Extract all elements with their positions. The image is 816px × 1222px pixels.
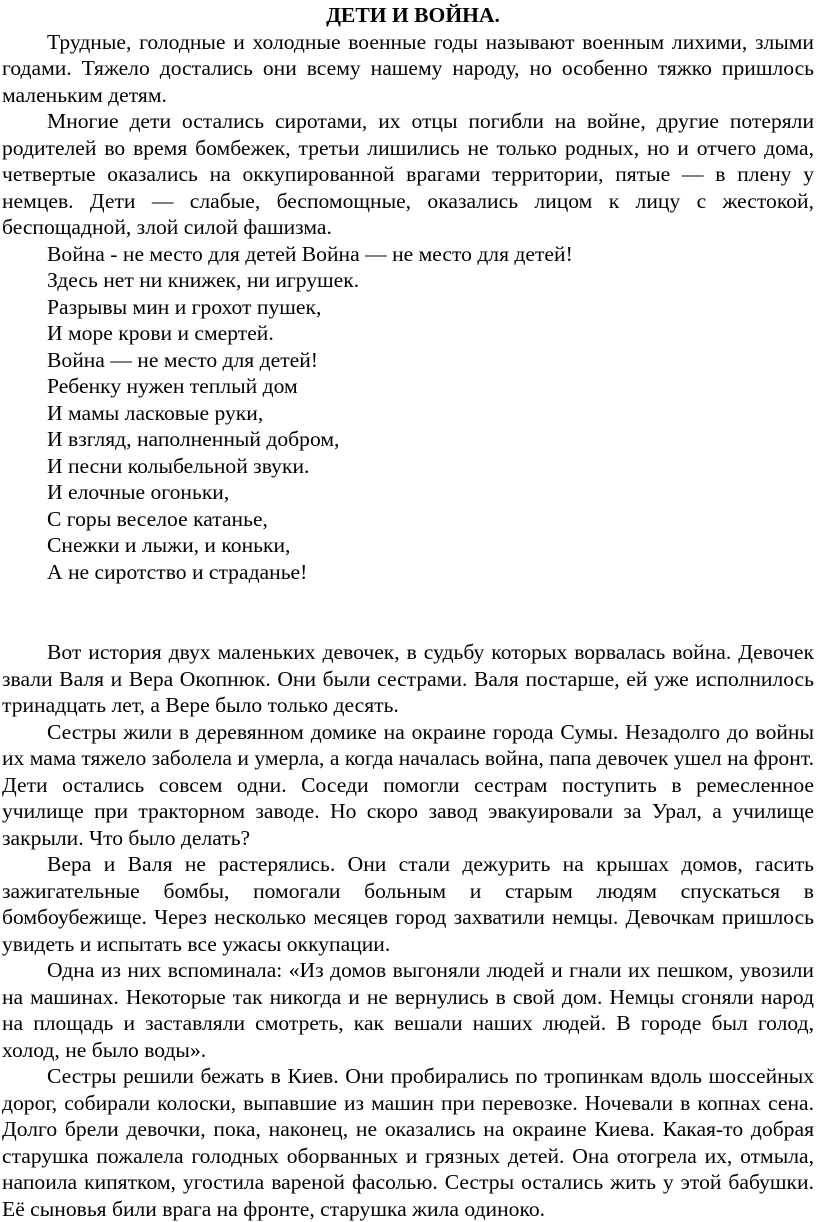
poem-line: И взгляд, наполненный добром, bbox=[47, 427, 340, 451]
poem-line: И песни колыбельной звуки. bbox=[47, 453, 310, 478]
poem-line: С горы веселое катанье, bbox=[47, 506, 268, 531]
poem bbox=[2, 241, 814, 586]
poem-line: Здесь нет ни книжек, ни игрушек. bbox=[47, 268, 360, 292]
paragraph-intro-2: Многие дети остались сиротами, их отцы погибли на войне, другие потеряли родителей во время бомбежек, третьи лишились не только родных, но и отчего дома, четвертые оказались на оккупированной врагами территории, пятые — в плену у немцев. Дети — слабые, беспомощные, оказались лицом к лицу с жестокой, беспощадной, злой силой фашизма. bbox=[2, 109, 814, 239]
paragraph-story-5: Сестры решили бежать в Киев. Они пробирались по тропинкам вдоль шоссейных дорог, собирали колоски, выпавшие из машин при перевозке. Ночевали в копнах сена. Долго брели девочки, пока, наконец, не оказались на окраине Киева. Какая-то добрая старушка пожалела голодных оборванных и грязных детей. Она отогрела их, отмыла, напоила кипятком, угостила вареной фасолью. Сестры остались жить у этой бабушки. Её сыновья били врага на фронте, старушка жила одиноко. bbox=[2, 1064, 814, 1221]
blank-line bbox=[2, 585, 814, 639]
poem-line: Война - не место для детей Война — не место для детей! bbox=[47, 241, 573, 266]
poem-line: Снежки и лыжи, и коньки, bbox=[47, 533, 291, 557]
paragraph-story-3: Вера и Валя не растерялись. Они стали дежурить на крышах домов, гасить зажигательные бомбы, помогали больным и старым людям спускаться в бомбоубежище. Через несколько месяцев город захватили немцы. Девочкам пришлось увидеть и испытать все ужасы оккупации. bbox=[2, 852, 814, 956]
document-title: ДЕТИ И ВОЙНА. bbox=[326, 3, 500, 27]
poem-line: И мамы ласковые руки, bbox=[47, 400, 264, 425]
paragraph-story-2: Сестры жили в деревянном домике на окраине города Сумы. Незадолго до войны их мама тяжело заболела и умерла, а когда началась война, папа девочек ушел на фронт. Дети остались совсем одни. Соседи помогли сестрам поступить в ремесленное училище при тракторном заводе. Но скоро завод эвакуировали за Урал, а училище закрыли. Что было делать? bbox=[2, 719, 814, 850]
paragraph-intro-1: Трудные, голодные и холодные военные годы называют военным лихими, злыми годами. Тяжело достались они всему нашему народу, но особенно тяжко пришлось маленьким детям. bbox=[2, 29, 814, 107]
poem-line: Ребенку нужен теплый дом bbox=[47, 374, 298, 398]
poem-line: А не сиротство и страданье! bbox=[47, 559, 308, 584]
paragraph-story-4: Одна из них вспоминала: «Из домов выгоняли людей и гнали их пешком, увозили на машинах. Некоторые так никогда и не вернулись в свой дом. Немцы сгоняли народ на площадь и заставляли смотреть, как вешали наших людей. В городе был голод, холод, не было воды». bbox=[2, 958, 814, 1062]
poem-line: Разрывы мин и грохот пушек, bbox=[47, 294, 322, 319]
poem-line: И елочные огоньки, bbox=[47, 480, 230, 504]
poem-line: И море крови и смертей. bbox=[47, 321, 274, 345]
poem-line: Война — не место для детей! bbox=[47, 347, 318, 372]
paragraph-story-1: Вот история двух маленьких девочек, в судьбу которых ворвалась война. Девочек звали Валя и Вера Окопнюк. Они были сестрами. Валя постарше, ей уже исполнилось тринадцать лет, а Вере было только десять. bbox=[2, 640, 814, 717]
